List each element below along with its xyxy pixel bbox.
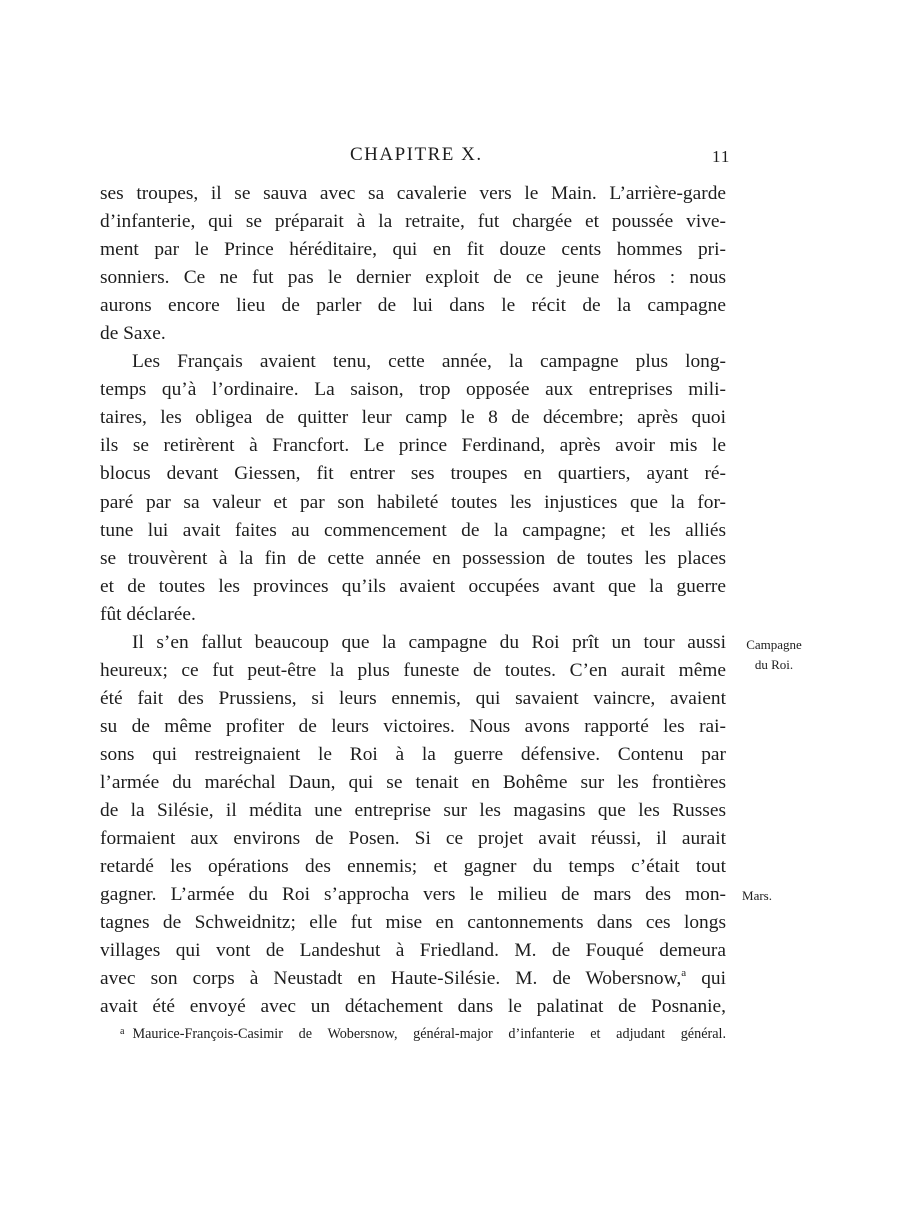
- text-line: gagner. L’armée du Roi s’approcha vers le milieu de mars des mon-: [100, 884, 726, 906]
- text-line: taires, les obligea de quitter leur camp le 8 de décembre; après quoi: [100, 407, 726, 429]
- text-line: sonniers. Ce ne fut pas le dernier exploit de ce jeune héros : nous: [100, 267, 726, 289]
- margin-note-mars: Mars.: [742, 888, 772, 903]
- footnote-text: Maurice-François-Casimir de Wobersnow, général-major d’infanterie et adjudant général.: [132, 1026, 726, 1042]
- text-line: sons qui restreignaient le Roi à la guerre défensive. Contenu par: [100, 743, 726, 765]
- text-line: se trouvèrent à la fin de cette année en possession de toutes les places: [100, 547, 726, 569]
- text-line: formaient aux environs de Posen. Si ce projet avait réussi, il aurait: [100, 828, 726, 850]
- text-line: et de toutes les provinces qu’ils avaient occupées avant que la guerre: [100, 575, 726, 597]
- text-segment: avec son corps à Neustadt en Haute-Silésie. M. de Wobersnow,: [100, 968, 682, 990]
- text-line: heureux; ce fut peut-être la plus funeste de toutes. C’en aurait même: [100, 659, 726, 681]
- page-header: [0, 140, 900, 174]
- running-title: CHAPITRE X.: [350, 144, 483, 165]
- text-line: tune lui avait faites au commencement de la campagne; et les alliés: [100, 519, 726, 541]
- text-line: été fait des Prussiens, si leurs ennemis, qui savaient vaincre, avaient: [100, 687, 726, 709]
- text-line: Les Français avaient tenu, cette année, la campagne plus long-: [132, 351, 726, 373]
- text-line: de la Silésie, il médita une entreprise sur les magasins que les Russes: [100, 800, 726, 822]
- text-line-with-reference: [100, 965, 726, 993]
- text-line: l’armée du maréchal Daun, qui se tenait en Bohême sur les frontières: [100, 771, 726, 793]
- paragraph-2: [100, 348, 726, 628]
- margin-note-line: Campagne: [746, 637, 802, 652]
- paragraph-1: [100, 180, 726, 348]
- text-line: paré par sa valeur et par son habileté toutes les injustices que la for-: [100, 491, 726, 513]
- text-segment: qui: [686, 968, 726, 990]
- text-line: fût déclarée.: [100, 603, 196, 625]
- text-line: ses troupes, il se sauva avec sa cavalerie vers le Main. L’arrière-garde: [100, 183, 726, 204]
- text-line: su de même profiter de leurs victoires. Nous avons rapporté les rai-: [100, 715, 726, 737]
- page-number: 11: [712, 147, 731, 166]
- text-line: blocus devant Giessen, fit entrer ses troupes en quartiers, ayant ré-: [100, 463, 726, 485]
- text-line: temps qu’à l’ordinaire. La saison, trop opposée aux entreprises mili-: [100, 379, 726, 401]
- text-line: villages qui vont de Landeshut à Friedland. M. de Fouqué demeura: [100, 940, 726, 962]
- margin-note-campagne: [738, 635, 810, 675]
- text-line: d’infanterie, qui se préparait à la retraite, fut chargée et poussée vive-: [100, 211, 726, 233]
- text-line: avait été envoyé avec un détachement dans le palatinat de Posnanie,: [100, 996, 726, 1018]
- paragraph-3: [100, 629, 726, 1022]
- footnote-reference[interactable]: a: [681, 967, 687, 980]
- text-line: ment par le Prince héréditaire, qui en fit douze cents hommes pri-: [100, 239, 726, 261]
- margin-note-line: du Roi.: [754, 657, 794, 672]
- body-text: [100, 180, 726, 1021]
- text-line: ils se retirèrent à Francfort. Le prince Ferdinand, après avoir mis le: [100, 435, 726, 457]
- text-line: aurons encore lieu de parler de lui dans le récit de la campagne: [100, 295, 726, 317]
- text-line: de Saxe.: [100, 323, 166, 345]
- footnote: [120, 1026, 726, 1043]
- text-line: Il s’en fallut beaucoup que la campagne du Roi prît un tour aussi: [132, 631, 726, 653]
- text-line: tagnes de Schweidnitz; elle fut mise en cantonnements dans ces longs: [100, 912, 726, 934]
- text-line: retardé les opérations des ennemis; et gagner du temps c’était tout: [100, 856, 726, 878]
- footnote-marker: a: [120, 1026, 125, 1037]
